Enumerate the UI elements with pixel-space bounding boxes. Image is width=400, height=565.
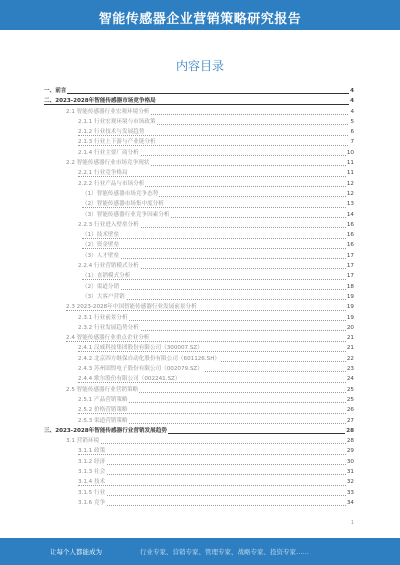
toc-entry-title: 3.1.3 社会 (78, 468, 106, 475)
toc-entry-page: 33 (346, 488, 354, 498)
toc-leader-dots (82, 230, 350, 238)
toc-entry-title: 3.1.1 政策 (78, 448, 106, 455)
toc-entry[interactable] (44, 436, 354, 446)
toc-entry-title: 2.5 智能传感器行业营销策略 (66, 386, 139, 393)
toc-entry-title: 三、2023-2028年智能传感器行业营销发展趋势 (44, 427, 167, 434)
toc-entry-title: 2.2.2 行业产品与市场分析 (78, 180, 145, 187)
toc-entry-page: 19 (346, 313, 354, 323)
toc-entry[interactable] (44, 271, 354, 281)
toc-entry-title: （1）智能传感器市场竞争态势 (82, 190, 159, 197)
toc-leader-dots (82, 282, 350, 290)
toc-entry-title: 2.3.1 行业前景分析 (78, 314, 128, 321)
toc-entry[interactable] (44, 282, 354, 292)
toc-entry[interactable] (44, 107, 354, 117)
toc-entry-page: 28 (345, 426, 354, 436)
toc-entry-page: 26 (346, 405, 354, 415)
toc-entry[interactable] (44, 179, 354, 189)
toc-entry-page: 20 (346, 323, 354, 333)
toc-entry-page: 12 (346, 189, 354, 199)
toc-entry[interactable] (44, 168, 354, 178)
toc-entry[interactable] (44, 127, 354, 137)
toc-entry-page: 4 (349, 96, 354, 106)
toc-entry-page: 17 (346, 251, 354, 261)
toc-entry[interactable] (44, 220, 354, 230)
toc-entry[interactable] (44, 199, 354, 209)
toc-entry-page: 25 (346, 395, 354, 405)
table-of-contents (44, 86, 354, 508)
toc-entry-page: 11 (346, 168, 354, 178)
toc-entry-page: 27 (346, 416, 354, 426)
toc-leader-dots (78, 498, 350, 506)
toc-entry[interactable] (44, 488, 354, 498)
toc-entry-page: 11 (346, 158, 354, 168)
toc-entry-title: 2.4 智能传感器行业重点企业分析 (66, 335, 150, 342)
toc-entry-title: （1）直销模式分析 (82, 273, 131, 280)
toc-entry[interactable] (44, 230, 354, 240)
toc-entry[interactable] (44, 405, 354, 415)
toc-entry[interactable] (44, 148, 354, 158)
toc-leader-dots (82, 251, 350, 259)
toc-entry[interactable] (44, 467, 354, 477)
toc-entry[interactable] (44, 313, 354, 323)
toc-entry-title: 2.2 智能传感器行业市场竞争现状 (66, 160, 150, 167)
toc-heading: 内容目录 (175, 59, 224, 73)
toc-entry-title: 2.3.2 行业发展趋势分析 (78, 324, 139, 331)
toc-entry[interactable] (44, 426, 354, 436)
toc-entry-page: 17 (346, 261, 354, 271)
toc-entry[interactable] (44, 158, 354, 168)
toc-entry-page: 24 (346, 374, 354, 384)
toc-entry-title: （2）资金壁垒 (82, 242, 120, 249)
toc-entry-title: （3）人才壁垒 (82, 252, 120, 259)
toc-entry-title: （1）技术壁垒 (82, 232, 120, 239)
toc-entry[interactable] (44, 96, 354, 106)
toc-entry-page: 16 (346, 220, 354, 230)
toc-entry-page: 17 (346, 271, 354, 281)
toc-entry-page: 13 (346, 199, 354, 209)
toc-entry-page: 16 (346, 240, 354, 250)
toc-entry[interactable] (44, 251, 354, 261)
toc-entry[interactable] (44, 395, 354, 405)
page-number: 1 (350, 520, 354, 526)
toc-leader-dots (78, 477, 350, 485)
toc-entry-title: （2）智能传感器市场集中度分析 (82, 201, 164, 208)
toc-entry[interactable] (44, 364, 354, 374)
toc-entry-page: 22 (346, 354, 354, 364)
footer-expert-list: 行业专家、营销专家、管理专家、战略专家、投资专家…… (140, 548, 309, 556)
toc-entry[interactable] (44, 240, 354, 250)
toc-leader-dots (78, 488, 350, 496)
toc-entry-title: 2.5.3 渠道营销策略 (78, 417, 128, 424)
toc-entry-page: 4 (349, 86, 354, 96)
toc-entry-page: 10 (346, 148, 354, 158)
toc-entry[interactable] (44, 385, 354, 395)
toc-entry-title: 2.1.1 行业宏观环境与市场政策 (78, 118, 156, 125)
toc-entry-page: 16 (346, 230, 354, 240)
toc-entry-title: 3.1.5 行业 (78, 489, 106, 496)
toc-entry-page: 5 (349, 117, 354, 127)
toc-entry-page: 34 (346, 498, 354, 508)
toc-entry-page: 21 (346, 343, 354, 353)
toc-entry-title: 2.4.3 苏州固锝电子股份有限公司（002079.SZ） (78, 366, 203, 373)
toc-entry-page: 19 (346, 302, 354, 312)
toc-entry[interactable] (44, 446, 354, 456)
toc-entry-title: 二、2023-2028年智能传感器市场竞争格局 (44, 98, 156, 105)
toc-entry[interactable] (44, 302, 354, 312)
toc-entry[interactable] (44, 354, 354, 364)
toc-entry-title: 2.5.2 价格营销策略 (78, 407, 128, 414)
toc-entry-page: 18 (346, 282, 354, 292)
toc-entry-page: 4 (349, 107, 354, 117)
toc-entry[interactable] (44, 343, 354, 353)
toc-entry-page: 32 (346, 477, 354, 487)
footer-banner (0, 538, 400, 565)
toc-entry-title: 3.1.6 竞争 (78, 499, 106, 506)
toc-entry-page: 21 (346, 333, 354, 343)
toc-leader-dots (78, 467, 350, 475)
toc-entry-title: 2.2.3 行业进入壁垒分析 (78, 221, 139, 228)
footer-slogan: 让每个人都能成为 (50, 548, 102, 556)
toc-entry-page: 14 (346, 210, 354, 220)
toc-entry[interactable] (44, 374, 354, 384)
toc-entry-page: 30 (346, 457, 354, 467)
toc-entry[interactable] (44, 261, 354, 271)
toc-entry[interactable] (44, 189, 354, 199)
toc-leader-dots (78, 446, 350, 454)
toc-entry-title: （3）智能传感器行业竞争因素分析 (82, 211, 170, 218)
toc-entry-page: 29 (346, 446, 354, 456)
toc-entry-title: （3）大客户营销 (82, 293, 125, 300)
toc-leader-dots (44, 86, 350, 94)
toc-entry[interactable] (44, 86, 354, 96)
toc-entry-title: 2.2.1 行业竞争格局 (78, 170, 128, 177)
toc-entry-page: 7 (349, 137, 354, 147)
toc-entry-title: （2）渠道分销 (82, 283, 120, 290)
toc-entry-title: 3.1.4 技术 (78, 479, 106, 486)
toc-entry-title: 2.1.2 行业技术与发展趋势 (78, 129, 145, 136)
toc-entry-title: 2.1.3 行业上下游与产业链分析 (78, 139, 156, 146)
toc-entry[interactable] (44, 498, 354, 508)
toc-entry[interactable] (44, 323, 354, 333)
toc-entry-page: 25 (346, 385, 354, 395)
toc-entry-page: 31 (346, 467, 354, 477)
toc-entry-page: 6 (349, 127, 354, 137)
toc-entry-title: 2.5.1 产品营销策略 (78, 396, 128, 403)
toc-entry-title: 2.1 智能传感器行业宏观环境分析 (66, 108, 150, 115)
toc-entry-title: 2.4.1 汉威科技集团股份有限公司（300007.SZ） (78, 345, 203, 352)
toc-entry-title: 2.4.2 北京四方继保自动化股份有限公司（601126.SH） (78, 355, 220, 362)
toc-entry[interactable] (44, 292, 354, 302)
toc-leader-dots (66, 436, 350, 444)
toc-entry[interactable] (44, 457, 354, 467)
toc-entry-page: 12 (346, 179, 354, 189)
toc-entry-title: 2.2.4 行业营销模式分析 (78, 263, 139, 270)
report-title: 智能传感器企业营销策略研究报告 (98, 12, 302, 27)
toc-entry-title: 3.1 营销环境 (66, 438, 100, 445)
toc-entry-title: 2.1.4 行业主要厂商分析 (78, 149, 139, 156)
toc-entry-title: 2.4.4 歌尔股份有限公司（002241.SZ） (78, 376, 181, 383)
report-header (0, 0, 400, 30)
toc-leader-dots (78, 457, 350, 465)
toc-entry[interactable] (44, 477, 354, 487)
toc-entry-title: 2.3 2023-2028年中国智能传感器行业发展前景分析 (66, 304, 197, 311)
toc-entry[interactable] (44, 137, 354, 147)
toc-entry-title: 一、前言 (44, 88, 67, 94)
toc-entry-page: 23 (346, 364, 354, 374)
toc-entry-title: 3.1.2 经济 (78, 458, 106, 465)
toc-leader-dots (82, 240, 350, 248)
toc-entry[interactable] (44, 117, 354, 127)
toc-entry-page: 19 (346, 292, 354, 302)
toc-entry-page: 28 (346, 436, 354, 446)
toc-entry[interactable] (44, 210, 354, 220)
toc-entry[interactable] (44, 416, 354, 426)
toc-entry[interactable] (44, 333, 354, 343)
